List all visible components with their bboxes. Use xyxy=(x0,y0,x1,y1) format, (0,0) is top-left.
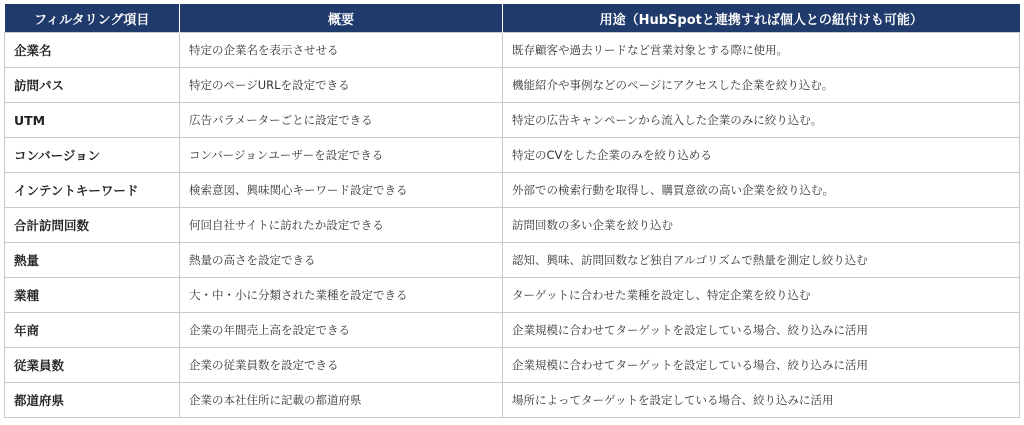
cell-overview: 企業の本社住所に記載の都道府県 xyxy=(180,383,503,418)
cell-usage: 認知、興味、訪問回数など独自アルゴリズムで熱量を測定し絞り込む xyxy=(503,243,1020,278)
cell-usage: 機能紹介や事例などのページにアクセスした企業を絞り込む。 xyxy=(503,68,1020,103)
cell-usage: 既存顧客や過去リードなど営業対象とする際に使用。 xyxy=(503,33,1020,68)
filtering-table-container xyxy=(4,4,1019,418)
cell-usage: 場所によってターゲットを設定している場合、絞り込みに活用 xyxy=(503,383,1020,418)
cell-filtering-item: 年商 xyxy=(5,313,180,348)
table-header-row xyxy=(5,4,1020,33)
table-row xyxy=(5,348,1020,383)
table-row xyxy=(5,208,1020,243)
table-row xyxy=(5,33,1020,68)
table-row xyxy=(5,173,1020,208)
cell-overview: 検索意図、興味関心キーワード設定できる xyxy=(180,173,503,208)
table-row xyxy=(5,243,1020,278)
table-body xyxy=(5,33,1020,418)
cell-usage: ターゲットに合わせた業種を設定し、特定企業を絞り込む xyxy=(503,278,1020,313)
header-usage: 用途（HubSpotと連携すれば個人との紐付けも可能） xyxy=(503,4,1020,33)
cell-filtering-item: 訪問パス xyxy=(5,68,180,103)
cell-overview: 広告パラメーターごとに設定できる xyxy=(180,103,503,138)
filtering-items-table xyxy=(4,4,1020,418)
cell-overview: 特定の企業名を表示させせる xyxy=(180,33,503,68)
table-row xyxy=(5,383,1020,418)
cell-usage: 特定の広告キャンペーンから流入した企業のみに絞り込む。 xyxy=(503,103,1020,138)
cell-usage: 企業規模に合わせてターゲットを設定している場合、絞り込みに活用 xyxy=(503,313,1020,348)
table-row xyxy=(5,103,1020,138)
table-row xyxy=(5,68,1020,103)
cell-filtering-item: 合計訪問回数 xyxy=(5,208,180,243)
cell-usage: 訪問回数の多い企業を絞り込む xyxy=(503,208,1020,243)
cell-filtering-item: 都道府県 xyxy=(5,383,180,418)
cell-filtering-item: 企業名 xyxy=(5,33,180,68)
cell-overview: 企業の従業員数を設定できる xyxy=(180,348,503,383)
cell-overview: コンバージョンユーザーを設定できる xyxy=(180,138,503,173)
cell-usage: 特定のCVをした企業のみを絞り込める xyxy=(503,138,1020,173)
cell-overview: 何回自社サイトに訪れたか設定できる xyxy=(180,208,503,243)
cell-filtering-item: UTM xyxy=(5,103,180,138)
cell-overview: 特定のページURLを設定できる xyxy=(180,68,503,103)
cell-filtering-item: 業種 xyxy=(5,278,180,313)
header-overview: 概要 xyxy=(180,4,503,33)
header-filtering-item: フィルタリング項目 xyxy=(5,4,180,33)
cell-filtering-item: インテントキーワード xyxy=(5,173,180,208)
cell-overview: 大・中・小に分類された業種を設定できる xyxy=(180,278,503,313)
cell-filtering-item: コンバージョン xyxy=(5,138,180,173)
cell-usage: 企業規模に合わせてターゲットを設定している場合、絞り込みに活用 xyxy=(503,348,1020,383)
cell-overview: 熱量の高さを設定できる xyxy=(180,243,503,278)
cell-filtering-item: 熱量 xyxy=(5,243,180,278)
table-row xyxy=(5,313,1020,348)
table-row xyxy=(5,278,1020,313)
cell-overview: 企業の年間売上高を設定できる xyxy=(180,313,503,348)
cell-filtering-item: 従業員数 xyxy=(5,348,180,383)
cell-usage: 外部での検索行動を取得し、購買意欲の高い企業を絞り込む。 xyxy=(503,173,1020,208)
table-row xyxy=(5,138,1020,173)
